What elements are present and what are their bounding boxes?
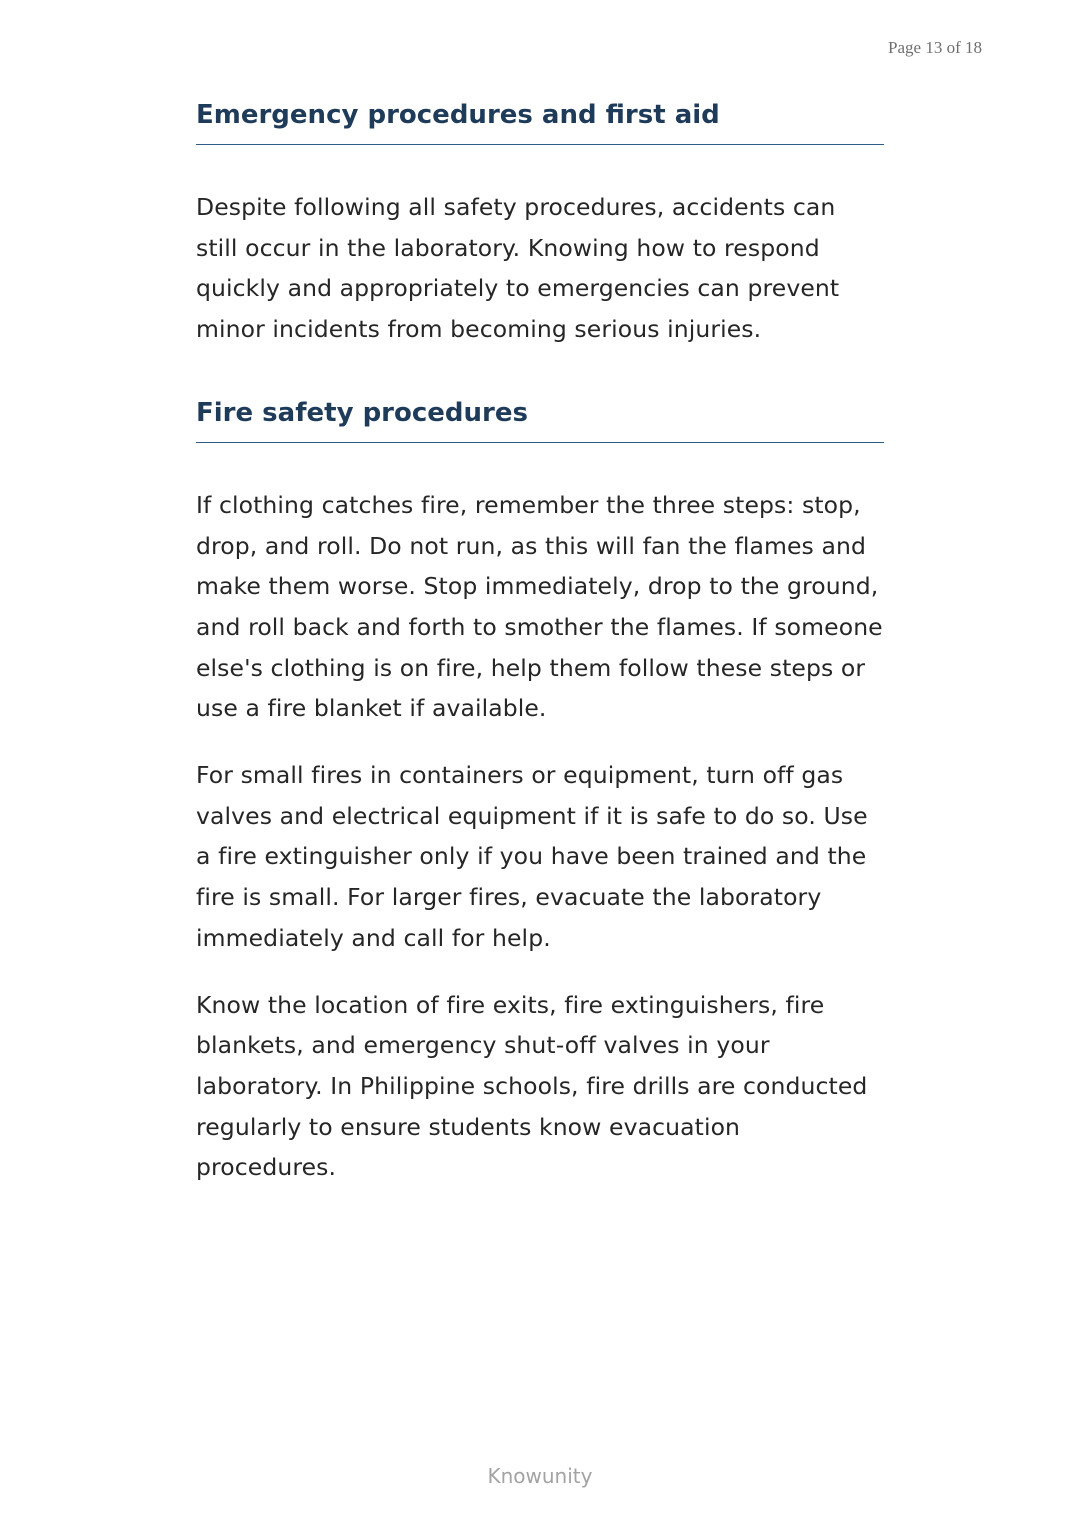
- paragraph-small-fires: For small fires in containers or equipment, turn off gas valves and electrical equipment if it is safe to do so. Use a fire extinguisher only if you have been trained and the fire is small. For larger fires, evacuate the laboratory immediately and call for help.: [196, 761, 868, 952]
- page-number: Page 13 of 18: [888, 38, 982, 57]
- document-body: [196, 0, 884, 1188]
- section-heading-fire-safety: Fire safety procedures: [196, 396, 884, 443]
- footer-brand: Knowunity: [487, 1464, 593, 1488]
- paragraph-intro: Despite following all safety procedures, accidents can still occur in the laboratory. Knowing how to respond quickly and appropriately to emergencies can prevent minor incidents from becoming serious injuries.: [196, 193, 840, 344]
- paragraph-clothing-fire: If clothing catches fire, remember the three steps: stop, drop, and roll. Do not run, as this will fan the flames and make them worse. Stop immediately, drop to the ground, and roll back and forth to smother the flames. If someone else's clothing is on fire, help them follow these steps or use a fire blanket if available.: [196, 490, 883, 723]
- paragraph-fire-exits: Know the location of fire exits, fire extinguishers, fire blankets, and emergency shut-off valves in your laboratory. In Philippine schools, fire drills are conducted regularly to ensure students know evacuation procedures.: [196, 990, 868, 1182]
- section-heading-emergency-procedures: Emergency procedures and first aid: [196, 98, 884, 145]
